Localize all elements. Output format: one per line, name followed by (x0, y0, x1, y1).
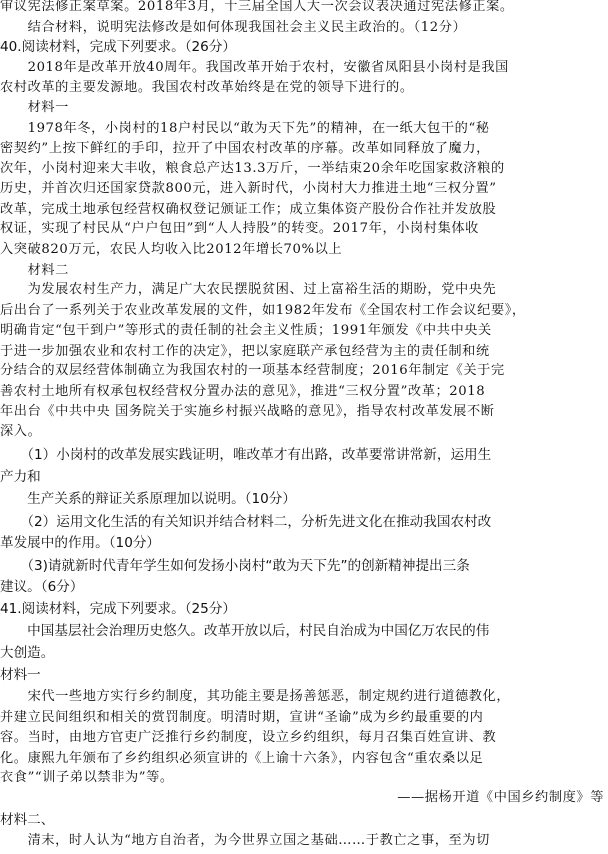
text-line: 大创造。 (0, 645, 55, 662)
material-1-label: 材料一 (0, 100, 69, 116)
material-1-label: 材料一 (0, 666, 41, 683)
text-line: 后出台了一系列关于农业改革发展的文件，如1982年发布《全国农村工作会议纪要》， (0, 302, 526, 318)
question-prompt: 结合材料，说明宪法修改是如何体现我国社会主义民主政治的。（12分） (0, 19, 467, 35)
text-line: 深入。 (0, 424, 42, 440)
sub-question-1-cont: 产力和 (0, 468, 41, 485)
material-2-label: 材料二、 (0, 811, 55, 828)
text-line: 1978年冬，小岗村的18户村民以“敢为天下先”的精神，在一纸大包干的“秘 (0, 120, 490, 136)
citation: ——据杨开道《中国乡约制度》等 (397, 790, 604, 806)
sub-question-1-cont: 生产关系的辩证关系原理加以说明。（10分） (0, 491, 296, 508)
question-40-heading: 40.阅读材料，完成下列要求。（26分） (0, 39, 237, 56)
text-line: 密契约”上按下鲜红的手印，拉开了中国农村改革的序幕。改革如同释放了魔力， (0, 141, 490, 157)
text-line: 入突破820万元，农民人均收入比2012年增长70%以上 (0, 242, 343, 257)
text-line: 权证，实现了村民从“户户包田”到“人人持股”的转变。2017年，小岗村集体收 (0, 221, 479, 237)
text-line: 年出台《中共中央 国务院关于实施乡村振兴战略的意见》，指导农村改革发展不断 (0, 404, 495, 420)
sub-question-2-cont: 革发展中的作用。（10分） (0, 535, 161, 552)
text-line: 中国基层社会治理历史悠久。改革开放以后，村民自治成为中国亿万农民的伟 (0, 622, 490, 639)
text-line: 容。当时，由地方官吏广泛推行乡约制度，设立乡约组织，每月召集百姓宣讲、教 (0, 730, 497, 746)
text-line: 审议宪法修正案草案。2018年3月，十三届全国人大一次会议表决通过宪法修正案。 (0, 0, 514, 15)
sub-question-2: （2）运用文化生活的有关知识并结合材料二，分析先进文化在推动我国农村改 (0, 513, 492, 530)
text-line: 衣食”“训子弟以禁非为”等。 (0, 770, 174, 786)
text-line: 并建立民间组织和相关的赏罚制度。明清时期，宣讲“圣谕”成为乡约最重要的内 (0, 709, 484, 725)
text-line: 次年，小岗村迎来大丰收，粮食总产达13.3万斤，一举结束20余年吃国家救济粮的 (0, 160, 505, 176)
text-line: 为发展农村生产力，满足广大农民摆脱贫困、过上富裕生活的期盼，党中央先 (0, 282, 497, 298)
sub-question-3-cont: 建议。（6分） (0, 579, 84, 596)
text-line: 于进一步加强农业和农村工作的决定》，把以家庭联产承包经营为主的责任制和统 (0, 343, 490, 359)
text-line: 改革，完成土地承包经营权确权登记颁证工作；成立集体资产股份合作社并发放股 (0, 201, 497, 217)
text-line: 化。康熙九年颁布了乡约组织必须宣讲的《上谕十六条》，内容包含“重农桑以足 (0, 750, 484, 766)
text-line: 明确肯定“包干到户”等形式的责任制的社会主义性质；1991年颁发《中共中央关 (0, 323, 492, 339)
text-line: 善农村土地所有权承包权经营权分置办法的意见》，推进“三权分置”改革；2018 (0, 383, 486, 399)
sub-question-1: （1）小岗村的改革发展实践证明，唯改革才有出路，改革要常讲常新，运用生 (0, 447, 492, 464)
text-line: 农村改革的主要发源地。我国农村改革始终是在党的领导下进行的。 (0, 80, 414, 96)
text-line: 宋代一些地方实行乡约制度，其功能主要是扬善惩恶，制定规约进行道德教化， (0, 689, 511, 705)
text-line: 2018年是改革开放40周年。我国改革开始于农村，安徽省凤阳县小岗村是我国 (0, 59, 509, 75)
material-2-label: 材料二 (0, 262, 69, 278)
text-line: 清末，时人认为“地方自治者，为今世界立国之基础……于教亡之事，至为切 (0, 833, 490, 848)
text-line: 分结合的双层经营体制确立为我国农村的一项基本经营制度；2016年制定《关于完 (0, 363, 505, 379)
sub-question-3: （3)请就新时代青年学生如何发扬小岗村“敢为天下先”的创新精神提出三条 (0, 557, 470, 574)
question-41-heading: 41.阅读材料，完成下列要求。（25分） (0, 601, 237, 618)
text-line: 历史，并首次归还国家贷款800元，进入新时代，小岗村大力推进土地“三权分置” (0, 181, 497, 197)
